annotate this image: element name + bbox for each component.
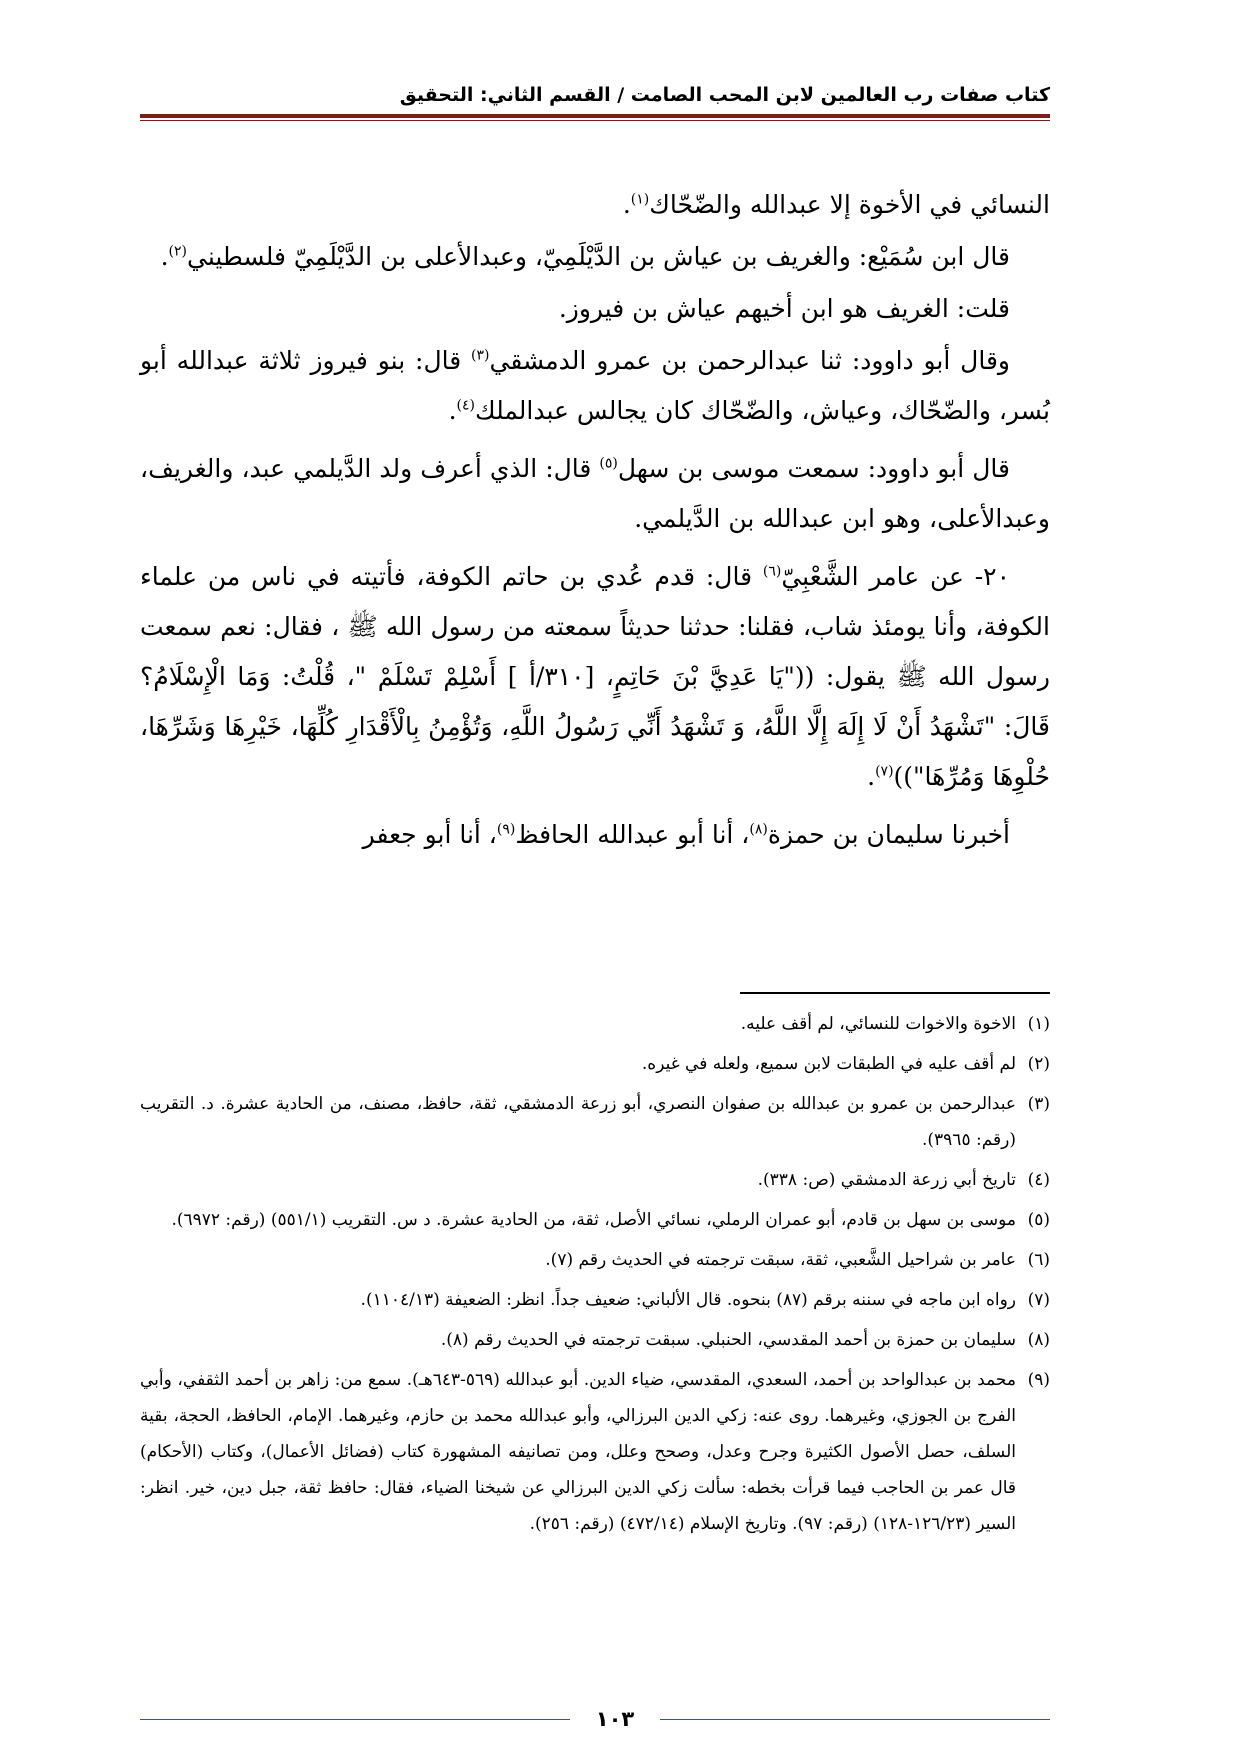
paragraph <box>140 180 1050 230</box>
footnotes <box>140 1006 1050 1546</box>
footnote <box>140 1086 1050 1158</box>
footnote-number: (٤) <box>1027 1170 1050 1190</box>
footnote <box>140 1006 1050 1042</box>
header-rule-thick <box>140 114 1050 118</box>
paragraph-text: ٢٠- عن عامر الشَّعْبِيّ <box>781 562 1010 591</box>
footer-rule-right <box>660 1719 1050 1720</box>
footnote-number: (٣) <box>1027 1094 1050 1114</box>
footnote-ref: (٧) <box>875 763 894 780</box>
paragraph <box>140 336 1050 436</box>
footnote-text: محمد بن عبدالواحد بن أحمد، السعدي، المقدسي، ضياء الدين. أبو عبدالله (٥٦٩-٦٤٣هـ). سمع من: زاهر بن أحمد الثقفي، وأبي الفرج بن الجوزي، وغيرهما. روى عنه: زكي الدين البرزالي، وأبو عبدالله محمد بن حازم، وغيرهما. الإمام، الحافظ، الحجة، بقية السلف، حصل الأصول الكثيرة وجرح وعدل، وصحح وعلل، ومن تصانيفه المشهورة كتاب (فضائل الأعمال)، وكتاب (الأحكام) قال عمر بن الحاجب فيما قرأت بخطه: سألت زكي الدين البرزالي عن شيخنا الضياء، فقال: حافظ ثقة، جبل دين، خير. انظر: السير (١٢٦/٢٣-١٢٨) (رقم: ٩٧). وتاريخ الإسلام (٤٧٢/١٤) (رقم: ٢٥٦). <box>140 1370 1016 1534</box>
paragraph-text: قال: بنو فيروز ثلاثة عبدالله أبو بُسر، والضّحّاك، وعياش، والضّحّاك كان يجالس عبدالملك <box>140 346 1050 425</box>
paragraph <box>140 232 1050 282</box>
paragraph-end: . <box>867 762 876 791</box>
paragraph-end: . <box>160 242 169 271</box>
hadith-paragraph <box>140 552 1050 802</box>
footnote-ref: (٥) <box>599 455 618 472</box>
footnote <box>140 1202 1050 1238</box>
footnote <box>140 1362 1050 1542</box>
paragraph-end: . <box>448 396 457 425</box>
footnote-ref: (٩) <box>496 821 516 838</box>
footnote-number: (١) <box>1027 1014 1050 1034</box>
footnote-text: تاريخ أبي زرعة الدمشقي (ص: ٣٣٨). <box>757 1170 1016 1190</box>
paragraph <box>140 444 1050 544</box>
footnote-number: (٥) <box>1027 1210 1050 1230</box>
footnote-ref: (٣) <box>471 347 490 364</box>
footnote <box>140 1162 1050 1198</box>
paragraph-text: ، أنا أبو عبدالله الحافظ <box>515 820 750 849</box>
footnote-text: رواه ابن ماجه في سننه برقم (٨٧) بنحوه. قال الألباني: ضعيف جداً. انظر: الضعيفة (١١٠٤/١٣). <box>360 1290 1016 1310</box>
footnote-ref: (٨) <box>749 821 768 838</box>
paragraph <box>140 284 1050 334</box>
footnote-text: عبدالرحمن بن عمرو بن عبدالله بن صفوان النصري، أبو زرعة الدمشقي، ثقة، حافظ، مصنف، من الحادية عشرة. د. التقريب (رقم: ٣٩٦٥). <box>140 1094 1016 1150</box>
main-text <box>140 180 1050 868</box>
footnote-text: عامر بن شراحيل الشَّعبي، ثقة، سبقت ترجمته في الحديث رقم (٧). <box>545 1250 1016 1270</box>
footnote-ref: (٦) <box>762 563 782 580</box>
footnote-number: (٩) <box>1027 1370 1050 1390</box>
footnote-number: (٦) <box>1027 1250 1050 1270</box>
paragraph-text: قال ابن سُمَيْع: والغريف بن عياش بن الدَّيْلَمِيّ، وعبدالأعلى بن الدَّيْلَمِيّ فلسطيني <box>187 242 1010 271</box>
footnote-ref: (٢) <box>168 243 187 260</box>
footnote-text: موسى بن سهل بن قادم، أبو عمران الرملي، نسائي الأصل، ثقة، من الحادية عشرة. د س. التقريب (٥٥١/١) (رقم: ٦٩٧٢). <box>171 1210 1016 1230</box>
paragraph <box>140 810 1050 860</box>
paragraph-text: قال أبو داوود: سمعت موسى بن سهل <box>617 454 1010 483</box>
footnote-text: سليمان بن حمزة بن أحمد المقدسي، الحنبلي. سبقت ترجمته في الحديث رقم (٨). <box>440 1330 1016 1350</box>
footnote-ref: (٤) <box>456 397 475 414</box>
paragraph-text: النسائي في الأخوة إلا عبدالله والضّحّاك <box>649 190 1050 219</box>
footnote-number: (٧) <box>1027 1290 1050 1310</box>
footnote <box>140 1282 1050 1318</box>
paragraph-text: وقال أبو داوود: ثنا عبدالرحمن بن عمرو الدمشقي <box>489 346 1010 375</box>
footer-rule-left <box>140 1719 570 1720</box>
running-header: كتاب صفات رب العالمين لابن المحب الصامت / القسم الثاني: التحقيق <box>399 84 1050 106</box>
paragraph-text: قال: الذي أعرف ولد الدَّيلمي عبد، والغريف، وعبدالأعلى، وهو ابن عبدالله بن الدَّيلمي. <box>140 454 1050 533</box>
footnote-text: لم أقف عليه في الطبقات لابن سميع، ولعله في غيره. <box>641 1054 1016 1074</box>
footnote-number: (٢) <box>1027 1054 1050 1074</box>
footnote-text: الاخوة والاخوات للنسائي، لم أقف عليه. <box>740 1014 1016 1034</box>
footnote <box>140 1046 1050 1082</box>
header-rule-thin <box>140 120 1050 121</box>
paragraph-text: قلت: الغريف هو ابن أخيهم عياش بن فيروز. <box>558 294 1010 323</box>
footnote-number: (٨) <box>1027 1330 1050 1350</box>
footnote-separator <box>740 992 1050 994</box>
page-number: ١٠٣ <box>595 1707 635 1731</box>
footnote <box>140 1242 1050 1278</box>
footnote-ref: (١) <box>630 191 650 208</box>
paragraph-text: ، أنا أبو جعفر <box>362 820 497 849</box>
paragraph-text: قال: قدم عُدي بن حاتم الكوفة، فأتيته في ناس من علماء الكوفة، وأنا يومئذ شاب، فقلنا: حدثنا حديثاً سمعته من رسول الله ﷺ ، فقال: نعم سمعت رسول الله ﷺ يقول: (("يَا عَدِيَّ بْنَ حَاتِمٍ، [٣١٠/أ ] أَسْلِمْ تَسْلَمْ "، قُلْتُ: وَمَا الْإِسْلَامُ؟ قَالَ: "تَشْهَدُ أَنْ لَا إِلَهَ إِلَّا اللَّهُ، وَ تَشْهَدُ أَنِّي رَسُولُ اللَّهِ، وَتُؤْمِنُ بِالْأَقْدَارِ كُلِّهَا، خَيْرِهَا وَشَرِّهَا، حُلْوِهَا وَمُرِّهَا")) <box>140 562 1050 791</box>
paragraph-end: . <box>622 190 631 219</box>
paragraph-text: أخبرنا سليمان بن حمزة <box>767 820 1010 849</box>
footnote <box>140 1322 1050 1358</box>
